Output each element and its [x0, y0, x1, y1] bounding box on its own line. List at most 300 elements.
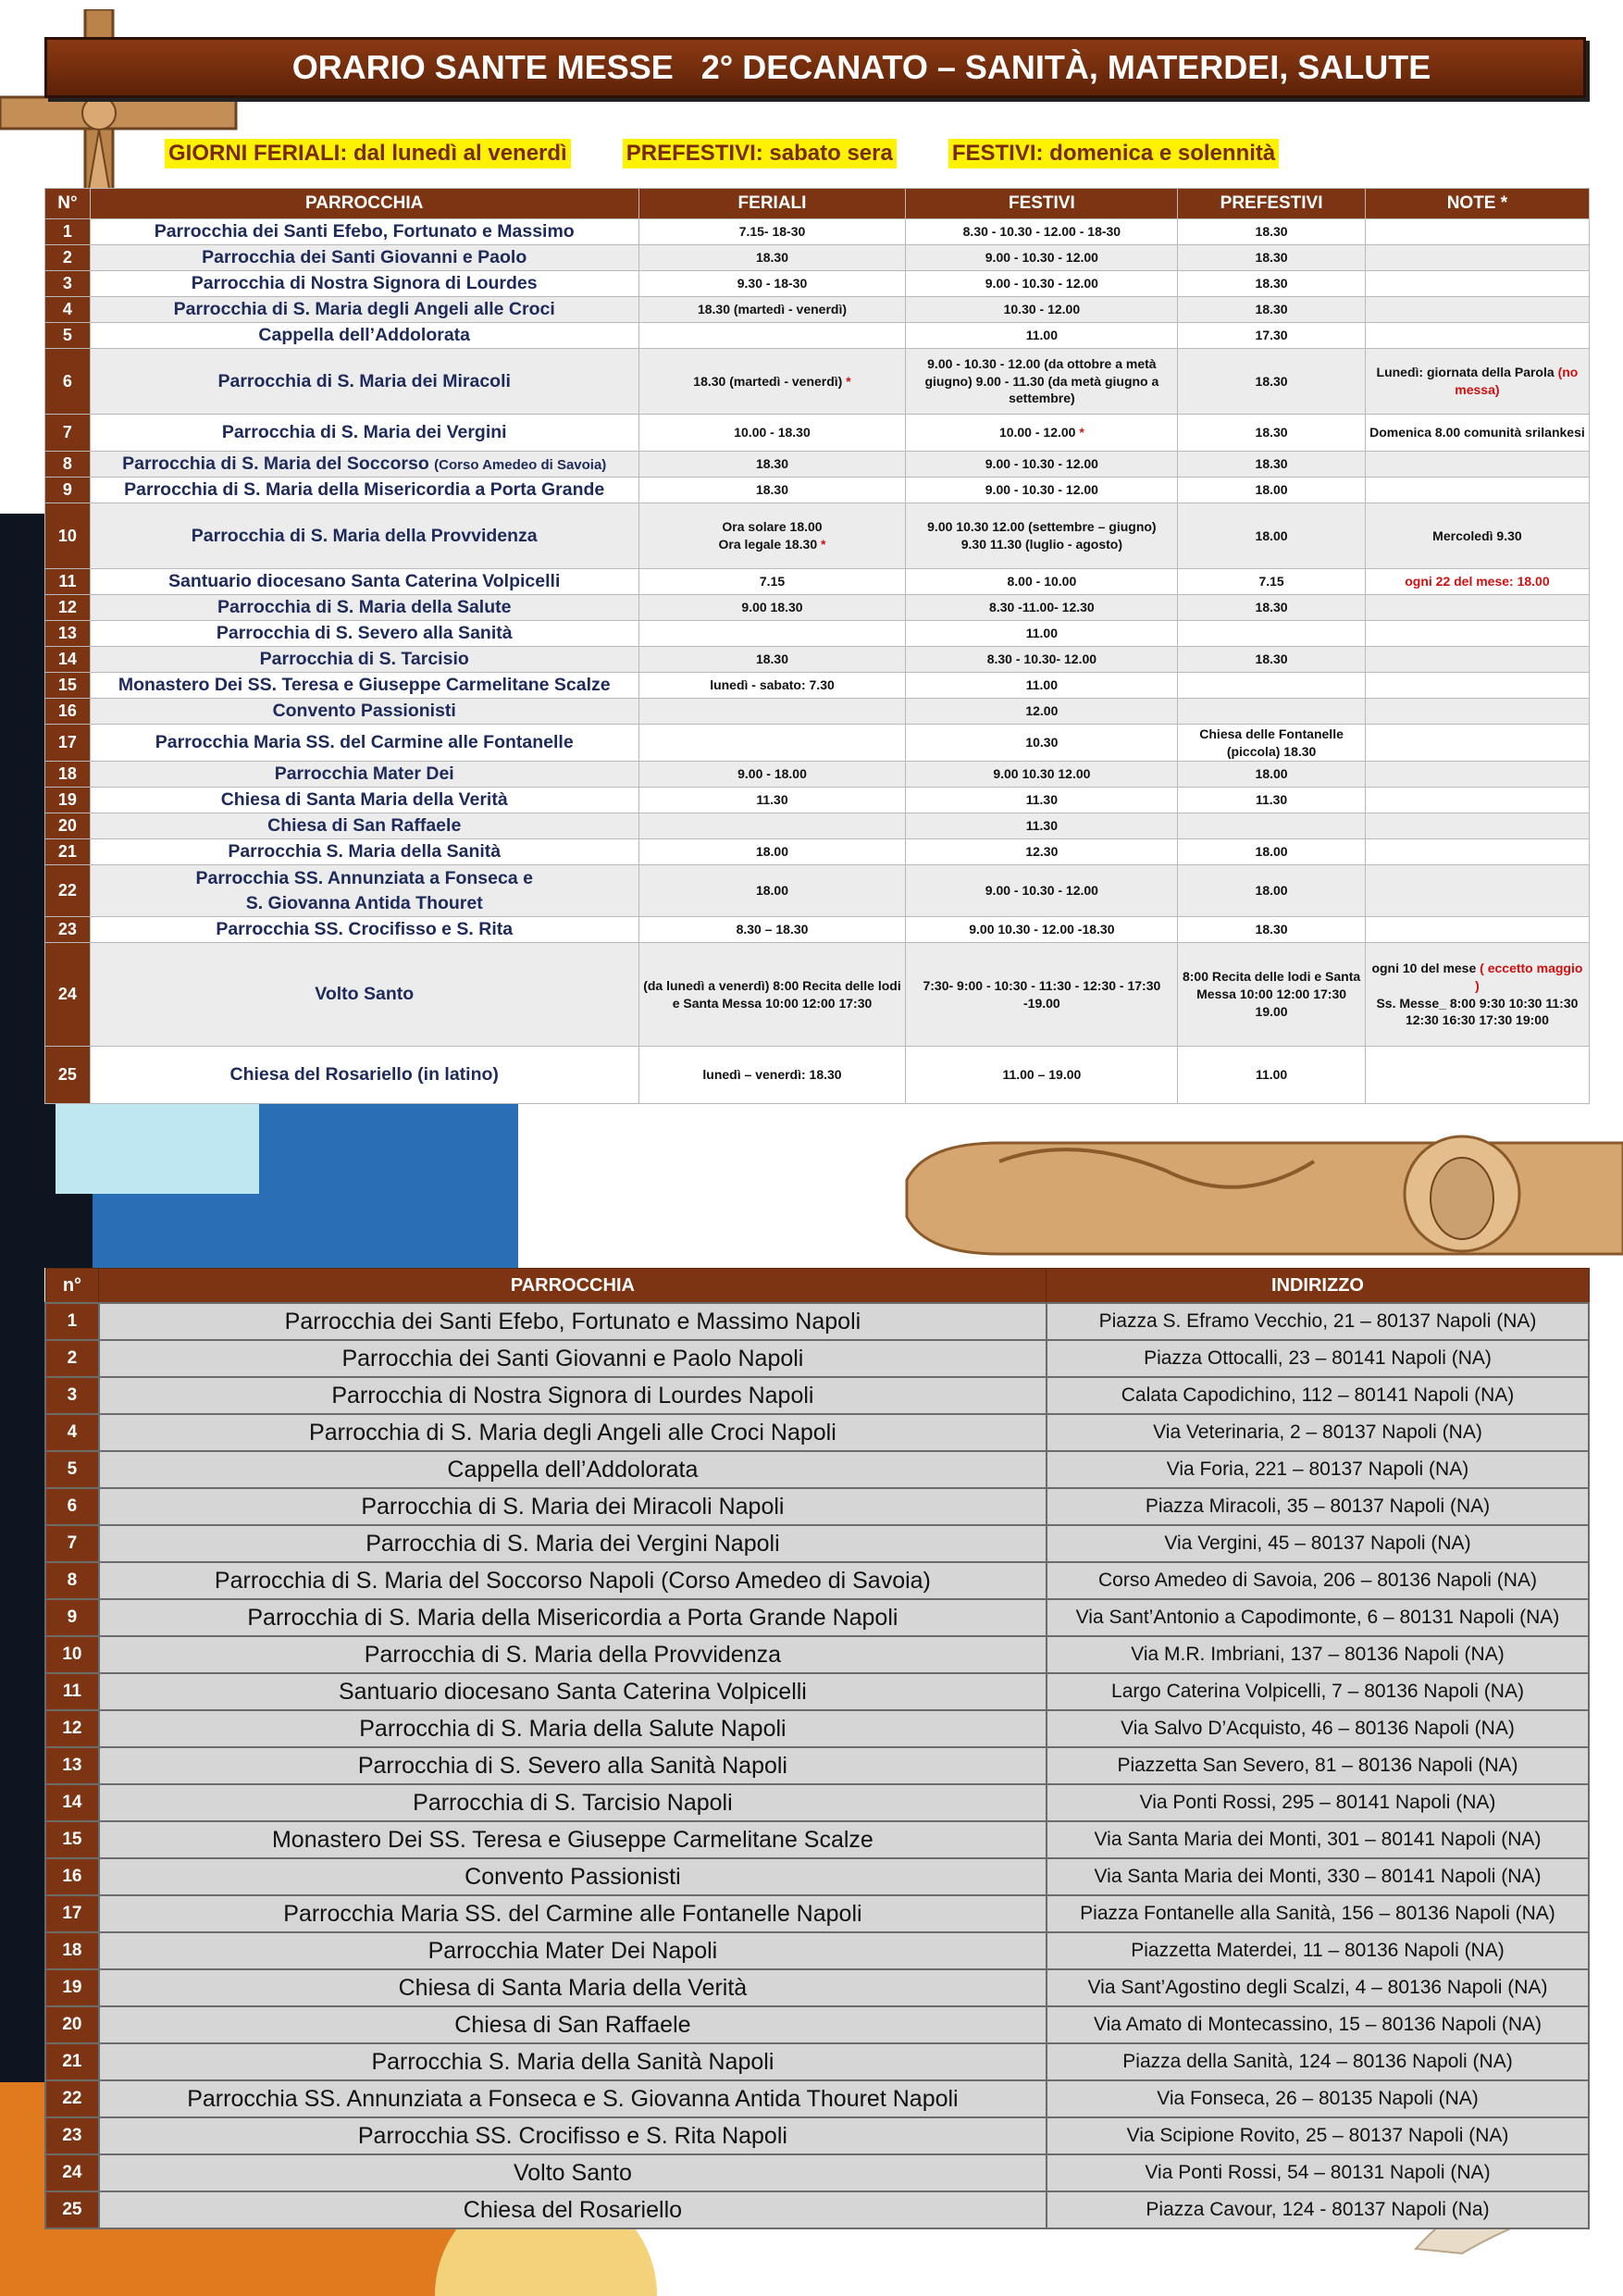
- parish-name: [99, 2006, 1047, 2043]
- row-number: [45, 621, 91, 647]
- row-number: [45, 1636, 99, 1673]
- prefestivi-text: 18.30: [1255, 373, 1288, 389]
- note-cell: [1365, 415, 1589, 452]
- table-row: [45, 1710, 1589, 1747]
- address: [1047, 1451, 1589, 1488]
- note-cell: [1365, 673, 1589, 699]
- address-text: Piazzetta San Severo, 81 – 80136 Napoli (NA): [1117, 1755, 1518, 1776]
- feriali-cell: [638, 943, 906, 1047]
- row-number-text: 8: [62, 454, 72, 474]
- parish-name-text: Parrocchia di S. Tarcisio Napoli: [413, 1789, 733, 1816]
- festivi-cell: [906, 297, 1178, 323]
- table-row: [45, 2080, 1589, 2117]
- address-text: Via Sant’Antonio a Capodimonte, 6 – 80131 Napoli (NA): [1075, 1607, 1560, 1628]
- prefestivi-cell: [1178, 865, 1366, 917]
- festivi-cell: [906, 245, 1178, 271]
- note-cell: [1365, 813, 1589, 839]
- prefestivi-text: 18.00: [1255, 766, 1288, 782]
- table-row: [45, 839, 1590, 865]
- feriali-text: 18.30: [755, 456, 789, 472]
- parish-name-text: Parrocchia di S. Maria degli Angeli alle Croci Napoli: [309, 1419, 836, 1446]
- note-text: Domenica 8.00 comunità srilankesi: [1369, 425, 1585, 441]
- parish-name-text: Parrocchia di S. Maria dei Miracoli: [217, 370, 511, 391]
- parish-name-text: Monastero Dei SS. Teresa e Giuseppe Carmelitane Scalze: [271, 1826, 873, 1853]
- address: [1047, 2191, 1589, 2228]
- table-row: [45, 1340, 1589, 1377]
- prefestivi-cell: [1178, 788, 1366, 813]
- row-number-text: 14: [62, 1793, 82, 1812]
- table-row: [45, 1488, 1589, 1525]
- feriali-cell: [638, 245, 906, 271]
- row-number-text: 17: [62, 1904, 82, 1923]
- address: [1047, 1969, 1589, 2006]
- note-cell: [1365, 943, 1589, 1047]
- festivi-text: 12.00: [1025, 703, 1059, 719]
- parish-name-text: Parrocchia di S. Maria del Soccorso: [122, 453, 429, 475]
- row-number: [45, 1340, 99, 1377]
- table-row: [45, 1599, 1589, 1636]
- prefestivi-cell: [1178, 245, 1366, 271]
- table-row: [45, 1303, 1589, 1340]
- address-text: Via Fonseca, 26 – 80135 Napoli (NA): [1157, 2088, 1479, 2109]
- address-text: Piazza Fontanelle alla Sanità, 156 – 80136 Napoli (NA): [1080, 1903, 1555, 1924]
- address: [1047, 2080, 1589, 2117]
- row-number: [45, 1895, 99, 1932]
- table-row: [45, 1562, 1589, 1599]
- row-number: [45, 1451, 99, 1488]
- row-number: [45, 323, 91, 349]
- table-row: [45, 452, 1590, 478]
- row-number: [45, 1377, 99, 1414]
- prefestivi-cell: [1178, 839, 1366, 865]
- row-number-text: 23: [62, 2126, 82, 2145]
- parish-name-text: Parrocchia di S. Maria del Soccorso Napoli (Corso Amedeo di Savoia): [214, 1567, 931, 1594]
- feriali-cell: [638, 503, 906, 569]
- prefestivi-cell: [1178, 725, 1366, 762]
- row-number: [45, 2080, 99, 2117]
- row-number: [45, 1047, 91, 1104]
- note-cell: [1365, 349, 1589, 415]
- table-row: [45, 917, 1590, 943]
- feriali-text: lunedì - sabato: 7.30: [710, 677, 835, 693]
- address: [1047, 1747, 1589, 1784]
- asterisk-mark: *: [846, 373, 851, 389]
- note-cell: [1365, 725, 1589, 762]
- col-header-parrocchia: PARROCCHIA: [90, 189, 638, 219]
- prefestivi-text: 18.30: [1255, 276, 1288, 292]
- parish-name-text: Parrocchia di S. Tarcisio: [259, 649, 469, 670]
- row-number-text: 24: [62, 2163, 82, 2182]
- prefestivi-cell: [1178, 415, 1366, 452]
- col-header-number: n°: [45, 1269, 99, 1304]
- prefestivi-text: 8:00 Recita delle lodi e Santa Messa 10:00 12:00 17:30 19.00: [1182, 969, 1361, 1019]
- parish-name-text: Parrocchia di S. Maria dei Vergini Napoli: [365, 1530, 780, 1557]
- parish-name-text: Parrocchia di Nostra Signora di Lourdes: [191, 273, 538, 294]
- parish-name: [99, 2154, 1047, 2191]
- feriali-cell: [638, 673, 906, 699]
- row-number: [45, 2154, 99, 2191]
- parish-name: [99, 1747, 1047, 1784]
- parish-name: [90, 452, 638, 478]
- parish-name-text: Parrocchia di S. Maria della Salute Napoli: [359, 1715, 787, 1742]
- parish-name-text: Santuario diocesano Santa Caterina Volpicelli: [168, 571, 561, 592]
- parish-name: [90, 621, 638, 647]
- row-number-text: 16: [62, 1867, 82, 1886]
- address: [1047, 1784, 1589, 1821]
- col-header-note: NOTE *: [1365, 189, 1589, 219]
- festivi-cell: [906, 415, 1178, 452]
- festivi-text: 9.00 10.30 - 12.00 -18.30: [969, 922, 1115, 937]
- feriali-text: 9.00 - 18.00: [737, 766, 807, 782]
- feriali-text: lunedì – venerdì: 18.30: [702, 1067, 842, 1083]
- table-row: [45, 1377, 1589, 1414]
- festivi-cell: [906, 349, 1178, 415]
- row-number-text: 22: [57, 881, 77, 900]
- festivi-text: 9.00 10.30 12.00 (settembre – giugno): [927, 519, 1157, 535]
- prefestivi-cell: [1178, 323, 1366, 349]
- legend-prefestivi: PREFESTIVI: sabato sera: [623, 139, 897, 168]
- note-text: Mercoledì 9.30: [1432, 527, 1522, 543]
- parish-name: [90, 595, 638, 621]
- row-number-text: 14: [57, 650, 77, 669]
- festivi-text: 11.00: [1025, 626, 1058, 641]
- parish-name: [90, 323, 638, 349]
- prefestivi-text: 18.30: [1255, 224, 1288, 240]
- note-cell: [1365, 452, 1589, 478]
- note-cell: [1365, 297, 1589, 323]
- row-number-text: 19: [57, 790, 77, 810]
- feriali-text: Ora solare 18.00: [722, 519, 823, 535]
- crucifix-wood-icon: [888, 1124, 1623, 1263]
- prefestivi-cell: [1178, 297, 1366, 323]
- table-row: [45, 2043, 1589, 2080]
- prefestivi-cell: [1178, 813, 1366, 839]
- row-number: [45, 2006, 99, 2043]
- table-row: [45, 1969, 1589, 2006]
- schedule-table: [44, 188, 1590, 1104]
- row-number: [45, 219, 91, 245]
- festivi-cell: [906, 323, 1178, 349]
- note-text: ogni 10 del mese: [1371, 960, 1477, 975]
- row-number: [45, 647, 91, 673]
- prefestivi-cell: [1178, 943, 1366, 1047]
- feriali-cell: [638, 595, 906, 621]
- parish-name: [90, 478, 638, 503]
- parish-name-text: Volto Santo: [315, 984, 415, 1005]
- parish-name-text: Parrocchia dei Santi Giovanni e Paolo: [202, 247, 527, 268]
- parish-name-line2: S. Giovanna Antida Thouret: [245, 892, 483, 913]
- parish-name-text: Parrocchia di Nostra Signora di Lourdes Napoli: [331, 1382, 814, 1409]
- row-number: [45, 595, 91, 621]
- parish-name: [99, 2117, 1047, 2154]
- row-number-text: 16: [57, 701, 77, 721]
- legend: [165, 136, 1279, 171]
- prefestivi-text: 18.00: [1255, 844, 1288, 860]
- row-number-text: 4: [62, 300, 72, 319]
- festivi-cell: [906, 943, 1178, 1047]
- festivi-text: 9.00 - 10.30 - 12.00: [985, 883, 1098, 899]
- address-text: Piazza Miracoli, 35 – 80137 Napoli (NA): [1145, 1496, 1491, 1517]
- prefestivi-cell: [1178, 1047, 1366, 1104]
- parish-name: [90, 297, 638, 323]
- parish-name-note: (Corso Amedeo di Savoia): [434, 457, 607, 474]
- feriali-text: 18.00: [755, 844, 789, 860]
- parish-name-text: Convento Passionisti: [465, 1863, 681, 1890]
- row-number-text: 12: [62, 1719, 82, 1738]
- address: [1047, 2043, 1589, 2080]
- table-row: [45, 1414, 1589, 1451]
- address: [1047, 1821, 1589, 1858]
- feriali-text: 18.30: [755, 482, 789, 498]
- row-number: [45, 2117, 99, 2154]
- feriali-text: (da lunedì a venerdì) 8:00 Recita delle lodi e Santa Messa 10:00 12:00 17:30: [643, 977, 901, 1011]
- table-row: [45, 865, 1590, 917]
- row-number-text: 1: [62, 222, 72, 242]
- address: [1047, 1636, 1589, 1673]
- table-row: [45, 699, 1590, 725]
- prefestivi-cell: [1178, 647, 1366, 673]
- row-number: [45, 452, 91, 478]
- parish-name: [90, 219, 638, 245]
- parish-name-text: Parrocchia Maria SS. del Carmine alle Fontanelle: [155, 732, 574, 753]
- festivi-cell: [906, 699, 1178, 725]
- feriali-text: 7.15- 18-30: [738, 224, 806, 240]
- row-number: [45, 245, 91, 271]
- parish-name: [99, 1673, 1047, 1710]
- address: [1047, 1488, 1589, 1525]
- note-highlight: ( eccetto maggio ): [1475, 960, 1583, 993]
- feriali-cell: [638, 699, 906, 725]
- prefestivi-cell: [1178, 699, 1366, 725]
- parish-name-text: Parrocchia di S. Maria dei Miracoli Napoli: [361, 1493, 785, 1520]
- col-header-prefestivi: PREFESTIVI: [1178, 189, 1366, 219]
- row-number-text: 19: [62, 1978, 82, 1997]
- parish-name-text: Parrocchia SS. Crocifisso e S. Rita Napoli: [357, 2122, 787, 2149]
- prefestivi-text: 18.00: [1255, 883, 1288, 899]
- table-row: [45, 943, 1590, 1047]
- row-number: [45, 1932, 99, 1969]
- table-row: [45, 1747, 1589, 1784]
- col-header-feriali: FERIALI: [638, 189, 906, 219]
- address: [1047, 1340, 1589, 1377]
- row-number: [45, 673, 91, 699]
- prefestivi-cell: [1178, 349, 1366, 415]
- prefestivi-text: 18.00: [1255, 482, 1288, 498]
- address: [1047, 2006, 1589, 2043]
- row-number-text: 3: [67, 1385, 78, 1405]
- address-text: Largo Caterina Volpicelli, 7 – 80136 Napoli (NA): [1111, 1681, 1524, 1702]
- note-cell: [1365, 595, 1589, 621]
- parish-name: [90, 647, 638, 673]
- feriali-text: 18.30: [755, 250, 789, 266]
- parish-name-text: Parrocchia SS. Annunziata a Fonseca e: [195, 868, 533, 889]
- table-row: [45, 1932, 1589, 1969]
- address: [1047, 1858, 1589, 1895]
- parish-name: [99, 1303, 1047, 1340]
- festivi-cell: [906, 813, 1178, 839]
- feriali-text: 10.00 - 18.30: [734, 425, 811, 441]
- row-number-text: 9: [62, 480, 72, 500]
- festivi-text: 10.00 - 12.00: [998, 425, 1076, 441]
- table-row: [45, 2006, 1589, 2043]
- row-number-text: 20: [57, 816, 77, 836]
- table-row: [45, 673, 1590, 699]
- parish-name: [99, 2080, 1047, 2117]
- address: [1047, 1673, 1589, 1710]
- festivi-cell: [906, 452, 1178, 478]
- parish-name-text: Parrocchia di S. Severo alla Sanità: [216, 623, 513, 644]
- row-number-text: 5: [62, 326, 72, 345]
- prefestivi-text: 18.30: [1255, 456, 1288, 472]
- row-number-text: 24: [57, 985, 77, 1004]
- parish-name: [99, 1858, 1047, 1895]
- row-number-text: 2: [62, 248, 72, 267]
- parish-name-text: Chiesa di Santa Maria della Verità: [220, 789, 508, 811]
- row-number-text: 13: [62, 1756, 82, 1775]
- festivi-text-2: 9.30 11.30 (luglio - agosto): [960, 537, 1123, 552]
- table-row: [45, 788, 1590, 813]
- row-number-text: 6: [62, 371, 72, 391]
- address: [1047, 1599, 1589, 1636]
- festivi-cell: [906, 839, 1178, 865]
- prefestivi-cell: [1178, 503, 1366, 569]
- parish-name: [90, 865, 638, 917]
- row-number: [45, 943, 91, 1047]
- feriali-text: 9.00 18.30: [741, 600, 803, 615]
- note-cell: [1365, 569, 1589, 595]
- row-number-text: 15: [62, 1830, 82, 1849]
- row-number-text: 10: [62, 1644, 82, 1664]
- row-number-text: 7: [67, 1533, 78, 1553]
- table-row: [45, 1858, 1589, 1895]
- row-number: [45, 1303, 99, 1340]
- note-cell: [1365, 699, 1589, 725]
- row-number: [45, 1414, 99, 1451]
- parish-name-text: Parrocchia di S. Maria della Misericordia a Porta Grande Napoli: [247, 1604, 898, 1631]
- row-number: [45, 2043, 99, 2080]
- address-text: Piazza Cavour, 124 - 80137 Napoli (Na): [1146, 2199, 1490, 2220]
- prefestivi-text: 18.30: [1255, 652, 1288, 667]
- note-text: Lunedì: giornata della Parola: [1376, 365, 1555, 380]
- address-text: Via Foria, 221 – 80137 Napoli (NA): [1166, 1458, 1469, 1480]
- address-text: Corso Amedeo di Savoia, 206 – 80136 Napoli (NA): [1098, 1570, 1537, 1591]
- address: [1047, 2154, 1589, 2191]
- row-number-text: 20: [62, 2015, 82, 2034]
- row-number-text: 10: [57, 526, 77, 545]
- parish-name-text: Convento Passionisti: [272, 701, 456, 722]
- table-row: [45, 1525, 1589, 1562]
- feriali-text-2: Ora legale 18.30: [718, 537, 818, 552]
- address-text: Piazza della Sanità, 124 – 80136 Napoli (NA): [1122, 2051, 1513, 2072]
- row-number-text: 8: [67, 1570, 78, 1590]
- parish-name: [90, 349, 638, 415]
- prefestivi-text: 17.30: [1255, 328, 1288, 343]
- address: [1047, 1562, 1589, 1599]
- address: [1047, 1303, 1589, 1340]
- row-number-text: 17: [57, 733, 77, 752]
- table-row: [45, 725, 1590, 762]
- row-number: [45, 1969, 99, 2006]
- address-text: Via Santa Maria dei Monti, 301 – 80141 Napoli (NA): [1094, 1829, 1542, 1850]
- festivi-text: 9.00 - 10.30 - 12.00: [985, 250, 1098, 266]
- feriali-cell: [638, 219, 906, 245]
- parish-name-text: Chiesa di San Raffaele: [267, 815, 462, 837]
- parish-name: [90, 569, 638, 595]
- table-row: [45, 323, 1590, 349]
- feriali-text: 9.30 - 18-30: [737, 276, 808, 292]
- col-header-number: N°: [45, 189, 91, 219]
- festivi-text: 9.00 - 10.30 - 12.00 (da ottobre a metà giugno) 9.00 - 11.30 (da metà giugno a settembre): [924, 355, 1159, 406]
- prefestivi-text: 18.30: [1255, 600, 1288, 615]
- address-text: Via Ponti Rossi, 54 – 80131 Napoli (NA): [1145, 2162, 1491, 2183]
- row-number-text: 23: [57, 920, 77, 939]
- parish-name-text: Parrocchia Mater Dei: [274, 763, 454, 785]
- parish-name: [99, 1636, 1047, 1673]
- parish-name: [90, 917, 638, 943]
- prefestivi-cell: [1178, 621, 1366, 647]
- note-cell: [1365, 219, 1589, 245]
- address-text: Via Vergini, 45 – 80137 Napoli (NA): [1164, 1533, 1471, 1554]
- parish-name-text: Parrocchia S. Maria della Sanità Napoli: [371, 2048, 774, 2075]
- note-highlight: ogni 22 del mese: 18.00: [1405, 574, 1550, 590]
- row-number: [45, 917, 91, 943]
- asterisk-mark: *: [1079, 425, 1084, 441]
- festivi-text: 11.00 – 19.00: [1002, 1067, 1082, 1083]
- parish-name: [99, 1414, 1047, 1451]
- prefestivi-text: 11.00: [1255, 1067, 1288, 1083]
- parish-name-text: Parrocchia di S. Maria degli Angeli alle Croci: [173, 299, 555, 320]
- table-row: [45, 503, 1590, 569]
- festivi-cell: [906, 725, 1178, 762]
- feriali-cell: [638, 762, 906, 788]
- note-cell: [1365, 647, 1589, 673]
- row-number: [45, 478, 91, 503]
- row-number-text: 21: [62, 2052, 82, 2071]
- page-title-bar: [44, 37, 1586, 98]
- parish-name: [99, 1710, 1047, 1747]
- row-number: [45, 725, 91, 762]
- note-cell: [1365, 788, 1589, 813]
- table-row: [45, 349, 1590, 415]
- parish-name: [90, 503, 638, 569]
- parish-name-text: Cappella dell’Addolorata: [258, 325, 471, 346]
- prefestivi-cell: [1178, 569, 1366, 595]
- festivi-text: 10.30: [1025, 735, 1059, 751]
- prefestivi-cell: [1178, 762, 1366, 788]
- festivi-text: 10.30 - 12.00: [1003, 302, 1081, 317]
- feriali-text: 7.15: [759, 574, 786, 590]
- parish-name-text: Parrocchia dei Santi Efebo, Fortunato e Massimo Napoli: [284, 1308, 861, 1334]
- address: [1047, 1710, 1589, 1747]
- parish-name-text: Monastero Dei SS. Teresa e Giuseppe Carmelitane Scalze: [118, 675, 611, 696]
- table-row: [45, 1636, 1589, 1673]
- table-row: [45, 1451, 1589, 1488]
- festivi-text: 9.00 - 10.30 - 12.00: [985, 482, 1098, 498]
- prefestivi-cell: [1178, 452, 1366, 478]
- table-row: [45, 245, 1590, 271]
- festivi-text: 11.30: [1025, 818, 1058, 834]
- festivi-text: 11.00: [1025, 328, 1058, 343]
- note-cell: [1365, 1047, 1589, 1104]
- parish-name: [90, 762, 638, 788]
- festivi-cell: [906, 569, 1178, 595]
- row-number-text: 3: [62, 274, 72, 293]
- parish-name: [99, 1932, 1047, 1969]
- col-header-parrocchia: PARROCCHIA: [99, 1269, 1047, 1304]
- parish-name-text: Parrocchia di S. Maria dei Vergini: [221, 422, 507, 443]
- parish-name-text: Chiesa di San Raffaele: [454, 2011, 691, 2038]
- row-number: [45, 788, 91, 813]
